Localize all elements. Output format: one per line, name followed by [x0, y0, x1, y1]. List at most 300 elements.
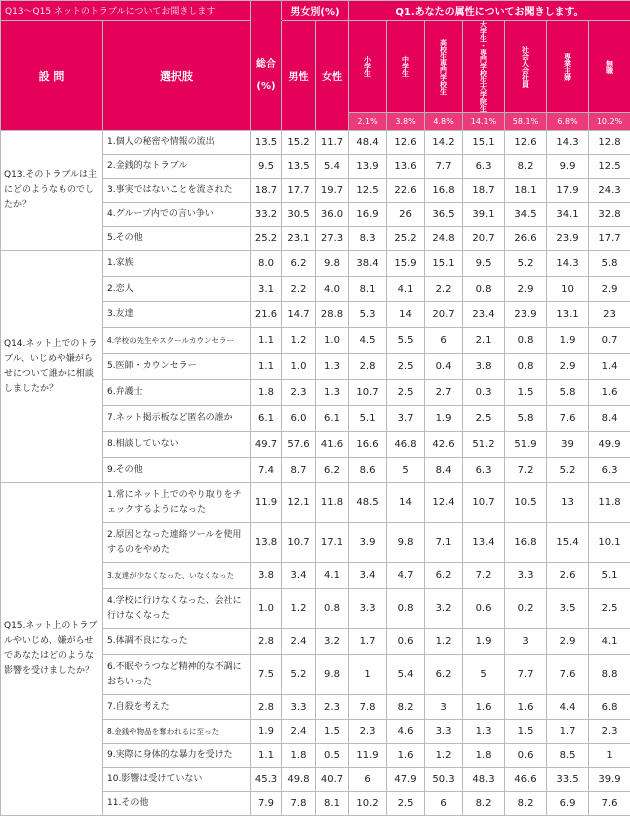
- value-cell: 4.4: [547, 695, 589, 720]
- option-label: 9.実際に身体的な暴力を受けた: [103, 744, 251, 768]
- gender-header: 男女別(%): [282, 1, 349, 21]
- value-cell: 7.7: [425, 155, 463, 179]
- value-cell: 45.3: [251, 768, 282, 792]
- value-cell: 7.6: [547, 406, 589, 432]
- table-body: [1, 131, 630, 816]
- total-label: 総合: [251, 54, 281, 76]
- option-label: 2.恋人: [103, 277, 251, 302]
- value-cell: 6.0: [282, 406, 316, 432]
- option-label: 4.グループ内での言い争い: [103, 203, 251, 227]
- value-cell: 38.4: [349, 251, 387, 277]
- attr-col-5: [505, 21, 547, 113]
- header-blank: [251, 1, 282, 21]
- value-cell: 8.5: [547, 744, 589, 768]
- value-cell: 10: [547, 277, 589, 302]
- value-cell: 3.3: [425, 720, 463, 744]
- value-cell: 25.2: [251, 227, 282, 251]
- value-cell: 7.8: [282, 792, 316, 816]
- attr-col-7: [589, 21, 630, 113]
- value-cell: 2.5: [387, 380, 425, 406]
- value-cell: 1.9: [425, 406, 463, 432]
- value-cell: 1.6: [589, 380, 630, 406]
- value-cell: 2.7: [425, 380, 463, 406]
- question-label: Q14.ネット上でのトラブル、いじめや嫌がらせについて誰かに相談しましたか？: [1, 251, 103, 483]
- option-label: 6.不眠やうつなど精神的な不調におちいった: [103, 655, 251, 695]
- value-cell: 41.6: [316, 432, 349, 458]
- value-cell: 8.2: [387, 695, 425, 720]
- value-cell: 14: [387, 302, 425, 328]
- value-cell: 5.8: [547, 380, 589, 406]
- attr-pct: 14.1%: [463, 113, 505, 131]
- value-cell: 9.5: [251, 155, 282, 179]
- value-cell: 28.8: [316, 302, 349, 328]
- value-cell: 2.4: [282, 629, 316, 655]
- table-row: [1, 131, 630, 155]
- value-cell: 5.3: [349, 302, 387, 328]
- value-cell: 2.8: [349, 354, 387, 380]
- value-cell: 18.7: [463, 179, 505, 203]
- value-cell: 9.5: [463, 251, 505, 277]
- value-cell: 1.6: [463, 695, 505, 720]
- option-label: 8.相談していない: [103, 432, 251, 458]
- value-cell: 7.5: [251, 655, 282, 695]
- option-label: 7.ネット掲示板など匿名の誰か: [103, 406, 251, 432]
- value-cell: 0.8: [387, 589, 425, 629]
- value-cell: 8.4: [425, 458, 463, 483]
- value-cell: 19.7: [316, 179, 349, 203]
- value-cell: 13.8: [251, 523, 282, 563]
- value-cell: 15.1: [425, 251, 463, 277]
- value-cell: 2.4: [282, 720, 316, 744]
- value-cell: 12.1: [282, 483, 316, 523]
- value-cell: 8.8: [589, 655, 630, 695]
- option-label: 7.自殺を考えた: [103, 695, 251, 720]
- setsumon-header: 設 問: [1, 21, 103, 131]
- value-cell: 2.1: [463, 328, 505, 354]
- value-cell: 3: [505, 629, 547, 655]
- table-row: [1, 251, 630, 277]
- value-cell: 13.6: [387, 155, 425, 179]
- value-cell: 51.2: [463, 432, 505, 458]
- value-cell: 24.3: [589, 179, 630, 203]
- value-cell: 6: [349, 768, 387, 792]
- value-cell: 2.9: [589, 277, 630, 302]
- value-cell: 5: [463, 655, 505, 695]
- value-cell: 15.2: [282, 131, 316, 155]
- value-cell: 39.9: [589, 768, 630, 792]
- option-label: 4.学校の先生やスクールカウンセラー: [103, 328, 251, 354]
- value-cell: 15.1: [463, 131, 505, 155]
- value-cell: 8.2: [505, 155, 547, 179]
- value-cell: 4.1: [387, 277, 425, 302]
- value-cell: 2.2: [425, 277, 463, 302]
- value-cell: 17.7: [282, 179, 316, 203]
- value-cell: 1.4: [589, 354, 630, 380]
- value-cell: 6.1: [316, 406, 349, 432]
- value-cell: 0.6: [505, 744, 547, 768]
- value-cell: 3.3: [282, 695, 316, 720]
- attr-pct: 4.8%: [425, 113, 463, 131]
- value-cell: 9.9: [547, 155, 589, 179]
- attr-col-2: [387, 21, 425, 113]
- value-cell: 0.6: [387, 629, 425, 655]
- value-cell: 8.2: [463, 792, 505, 816]
- value-cell: 1.2: [425, 744, 463, 768]
- value-cell: 5.5: [387, 328, 425, 354]
- value-cell: 12.6: [505, 131, 547, 155]
- value-cell: 2.8: [251, 629, 282, 655]
- value-cell: 13.5: [251, 131, 282, 155]
- value-cell: 51.9: [505, 432, 547, 458]
- value-cell: 0.2: [505, 589, 547, 629]
- value-cell: 7.9: [251, 792, 282, 816]
- value-cell: 11.8: [316, 483, 349, 523]
- value-cell: 8.3: [349, 227, 387, 251]
- value-cell: 3.4: [349, 563, 387, 589]
- option-label: 8.金銭や物品を奪われるに至った: [103, 720, 251, 744]
- value-cell: 10.7: [463, 483, 505, 523]
- attribute-header: Q1.あなたの属性についてお聞きします。: [349, 1, 630, 21]
- value-cell: 40.7: [316, 768, 349, 792]
- value-cell: 2.9: [547, 629, 589, 655]
- value-cell: 4.1: [316, 563, 349, 589]
- question-label: Q13.そのトラブルは主にどのようなものでしたか？: [1, 131, 103, 251]
- value-cell: 16.8: [425, 179, 463, 203]
- value-cell: 3.2: [425, 589, 463, 629]
- value-cell: 0.8: [463, 277, 505, 302]
- option-label: 9.その他: [103, 458, 251, 483]
- value-cell: 57.6: [282, 432, 316, 458]
- value-cell: 39.1: [463, 203, 505, 227]
- value-cell: 17.1: [316, 523, 349, 563]
- value-cell: 8.4: [589, 406, 630, 432]
- value-cell: 3.9: [349, 523, 387, 563]
- value-cell: 17.7: [589, 227, 630, 251]
- value-cell: 1.2: [282, 328, 316, 354]
- attr-col-4: [463, 21, 505, 113]
- value-cell: 6.2: [282, 251, 316, 277]
- value-cell: 16.6: [349, 432, 387, 458]
- value-cell: 15.9: [387, 251, 425, 277]
- option-label: 5.医師・カウンセラー: [103, 354, 251, 380]
- value-cell: 26: [387, 203, 425, 227]
- value-cell: 34.1: [547, 203, 589, 227]
- value-cell: 13.5: [282, 155, 316, 179]
- value-cell: 25.2: [387, 227, 425, 251]
- total-header: [251, 21, 282, 131]
- value-cell: 4.0: [316, 277, 349, 302]
- value-cell: 10.7: [349, 380, 387, 406]
- option-label: 11.その他: [103, 792, 251, 816]
- value-cell: 11.7: [316, 131, 349, 155]
- question-label: Q15.ネット上のトラブルやいじめ、嫌がらせであなたはどのような影響を受けましたか？: [1, 483, 103, 816]
- value-cell: 2.9: [547, 354, 589, 380]
- value-cell: 11.9: [349, 744, 387, 768]
- option-label: 1.家族: [103, 251, 251, 277]
- sentakushi-header: 選択肢: [103, 21, 251, 131]
- value-cell: 5.2: [282, 655, 316, 695]
- value-cell: 1.8: [282, 744, 316, 768]
- attr-label: 専業主婦: [564, 53, 572, 81]
- value-cell: 14.7: [282, 302, 316, 328]
- value-cell: 34.5: [505, 203, 547, 227]
- value-cell: 0.5: [316, 744, 349, 768]
- value-cell: 12.6: [387, 131, 425, 155]
- value-cell: 3.4: [282, 563, 316, 589]
- value-cell: 1: [349, 655, 387, 695]
- value-cell: 16.9: [349, 203, 387, 227]
- attr-col-1: [349, 21, 387, 113]
- attr-label: 高校生専門学校生: [440, 39, 448, 95]
- value-cell: 2.5: [387, 354, 425, 380]
- attr-label: 社会人会社員: [522, 46, 530, 88]
- value-cell: 7.6: [547, 655, 589, 695]
- option-label: 10.影響は受けていない: [103, 768, 251, 792]
- value-cell: 36.5: [425, 203, 463, 227]
- option-label: 5.その他: [103, 227, 251, 251]
- value-cell: 14.3: [547, 131, 589, 155]
- value-cell: 7.4: [251, 458, 282, 483]
- option-label: 4.学校に行けなくなった、会社に行けなくなった: [103, 589, 251, 629]
- value-cell: 4.5: [349, 328, 387, 354]
- attr-pct: 10.2%: [589, 113, 630, 131]
- value-cell: 18.7: [251, 179, 282, 203]
- value-cell: 18.1: [505, 179, 547, 203]
- value-cell: 13: [547, 483, 589, 523]
- value-cell: 2.3: [316, 695, 349, 720]
- value-cell: 49.7: [251, 432, 282, 458]
- total-unit: (%): [251, 76, 281, 98]
- value-cell: 8.1: [316, 792, 349, 816]
- value-cell: 48.3: [463, 768, 505, 792]
- value-cell: 1.1: [251, 328, 282, 354]
- value-cell: 50.3: [425, 768, 463, 792]
- value-cell: 8.7: [282, 458, 316, 483]
- value-cell: 1.7: [349, 629, 387, 655]
- value-cell: 2.3: [349, 720, 387, 744]
- value-cell: 1.7: [547, 720, 589, 744]
- value-cell: 20.7: [425, 302, 463, 328]
- value-cell: 0.3: [463, 380, 505, 406]
- value-cell: 5: [387, 458, 425, 483]
- value-cell: 3.8: [463, 354, 505, 380]
- value-cell: 6.2: [316, 458, 349, 483]
- value-cell: 11.9: [251, 483, 282, 523]
- attr-col-6: [547, 21, 589, 113]
- value-cell: 24.8: [425, 227, 463, 251]
- value-cell: 0.4: [425, 354, 463, 380]
- value-cell: 7.8: [349, 695, 387, 720]
- value-cell: 6.3: [463, 155, 505, 179]
- value-cell: 39: [547, 432, 589, 458]
- value-cell: 1.1: [251, 354, 282, 380]
- value-cell: 2.5: [589, 589, 630, 629]
- value-cell: 12.8: [589, 131, 630, 155]
- value-cell: 3.5: [547, 589, 589, 629]
- attr-pct: 6.8%: [547, 113, 589, 131]
- value-cell: 1.8: [463, 744, 505, 768]
- value-cell: 26.6: [505, 227, 547, 251]
- value-cell: 5.1: [589, 563, 630, 589]
- value-cell: 9.8: [387, 523, 425, 563]
- attr-pct: 3.8%: [387, 113, 425, 131]
- value-cell: 3.3: [505, 563, 547, 589]
- value-cell: 2.3: [589, 720, 630, 744]
- value-cell: 8.2: [505, 792, 547, 816]
- value-cell: 0.8: [505, 354, 547, 380]
- value-cell: 7.2: [505, 458, 547, 483]
- value-cell: 2.5: [463, 406, 505, 432]
- value-cell: 1.5: [505, 380, 547, 406]
- option-label: 3.友達が少なくなった、いなくなった: [103, 563, 251, 589]
- value-cell: 4.7: [387, 563, 425, 589]
- value-cell: 27.3: [316, 227, 349, 251]
- value-cell: 1.0: [316, 328, 349, 354]
- value-cell: 15.4: [547, 523, 589, 563]
- female-header: 女性: [316, 21, 349, 131]
- value-cell: 13.1: [547, 302, 589, 328]
- value-cell: 14: [387, 483, 425, 523]
- value-cell: 36.0: [316, 203, 349, 227]
- value-cell: 1.9: [463, 629, 505, 655]
- value-cell: 21.6: [251, 302, 282, 328]
- value-cell: 6.2: [425, 563, 463, 589]
- value-cell: 2.6: [547, 563, 589, 589]
- value-cell: 4.1: [589, 629, 630, 655]
- option-label: 6.弁護士: [103, 380, 251, 406]
- value-cell: 1.1: [251, 744, 282, 768]
- value-cell: 23.4: [463, 302, 505, 328]
- value-cell: 47.9: [387, 768, 425, 792]
- value-cell: 12.5: [589, 155, 630, 179]
- attr-col-3: [425, 21, 463, 113]
- value-cell: 1.3: [316, 354, 349, 380]
- value-cell: 7.2: [463, 563, 505, 589]
- value-cell: 17.9: [547, 179, 589, 203]
- value-cell: 1.3: [316, 380, 349, 406]
- value-cell: 6.2: [425, 655, 463, 695]
- value-cell: 8.6: [349, 458, 387, 483]
- value-cell: 1.9: [251, 720, 282, 744]
- attr-pct: 58.1%: [505, 113, 547, 131]
- option-label: 2.原因となった連絡ツールを使用するのをやめた: [103, 523, 251, 563]
- value-cell: 14.3: [547, 251, 589, 277]
- value-cell: 23.1: [282, 227, 316, 251]
- value-cell: 8.0: [251, 251, 282, 277]
- value-cell: 48.4: [349, 131, 387, 155]
- value-cell: 22.6: [387, 179, 425, 203]
- value-cell: 6.1: [251, 406, 282, 432]
- value-cell: 10.7: [282, 523, 316, 563]
- value-cell: 1.2: [425, 629, 463, 655]
- value-cell: 3.3: [349, 589, 387, 629]
- value-cell: 3.2: [316, 629, 349, 655]
- value-cell: 32.8: [589, 203, 630, 227]
- male-header: 男性: [282, 21, 316, 131]
- value-cell: 7.1: [425, 523, 463, 563]
- value-cell: 2.5: [387, 792, 425, 816]
- value-cell: 2.2: [282, 277, 316, 302]
- attr-label: 中学生: [402, 56, 410, 77]
- value-cell: 3.7: [387, 406, 425, 432]
- value-cell: 20.7: [463, 227, 505, 251]
- value-cell: 1: [589, 744, 630, 768]
- value-cell: 46.6: [505, 768, 547, 792]
- value-cell: 23: [589, 302, 630, 328]
- value-cell: 12.5: [349, 179, 387, 203]
- value-cell: 10.5: [505, 483, 547, 523]
- option-label: 3.事実ではないことを流された: [103, 179, 251, 203]
- option-label: 3.友達: [103, 302, 251, 328]
- value-cell: 10.2: [349, 792, 387, 816]
- table-row: [1, 483, 630, 523]
- value-cell: 12.4: [425, 483, 463, 523]
- value-cell: 1.8: [251, 380, 282, 406]
- value-cell: 6.3: [463, 458, 505, 483]
- attr-label: 無職: [606, 60, 614, 74]
- value-cell: 0.6: [463, 589, 505, 629]
- option-label: 2.金銭的なトラブル: [103, 155, 251, 179]
- value-cell: 0.7: [589, 328, 630, 354]
- value-cell: 16.8: [505, 523, 547, 563]
- option-label: 5.体調不良になった: [103, 629, 251, 655]
- value-cell: 13.4: [463, 523, 505, 563]
- value-cell: 1.0: [251, 589, 282, 629]
- value-cell: 5.2: [505, 251, 547, 277]
- value-cell: 7.6: [589, 792, 630, 816]
- value-cell: 1.3: [463, 720, 505, 744]
- value-cell: 14.2: [425, 131, 463, 155]
- option-label: 1.常にネット上でのやり取りをチェックするようになった: [103, 483, 251, 523]
- value-cell: 23.9: [547, 227, 589, 251]
- value-cell: 9.8: [316, 655, 349, 695]
- value-cell: 5.2: [547, 458, 589, 483]
- value-cell: 1.0: [282, 354, 316, 380]
- value-cell: 13.9: [349, 155, 387, 179]
- value-cell: 3.8: [251, 563, 282, 589]
- value-cell: 1.2: [282, 589, 316, 629]
- value-cell: 6: [425, 328, 463, 354]
- value-cell: 4.6: [387, 720, 425, 744]
- value-cell: 23.9: [505, 302, 547, 328]
- value-cell: 0.8: [316, 589, 349, 629]
- value-cell: 49.8: [282, 768, 316, 792]
- option-label: 1.個人の秘密や情報の流出: [103, 131, 251, 155]
- attr-label: 大学生・専門学校生大学院生: [480, 21, 488, 112]
- value-cell: 33.5: [547, 768, 589, 792]
- value-cell: 2.3: [282, 380, 316, 406]
- faded-title: Q13〜Q15 ネットのトラブルについてお聞きします: [1, 1, 251, 21]
- value-cell: 6.3: [589, 458, 630, 483]
- value-cell: 5.4: [387, 655, 425, 695]
- value-cell: 5.4: [316, 155, 349, 179]
- value-cell: 5.1: [349, 406, 387, 432]
- value-cell: 1.5: [505, 720, 547, 744]
- value-cell: 33.2: [251, 203, 282, 227]
- attr-pct: 2.1%: [349, 113, 387, 131]
- value-cell: 9.8: [316, 251, 349, 277]
- value-cell: 2.8: [251, 695, 282, 720]
- value-cell: 49.9: [589, 432, 630, 458]
- value-cell: 0.8: [505, 328, 547, 354]
- value-cell: 3.1: [251, 277, 282, 302]
- value-cell: 46.8: [387, 432, 425, 458]
- value-cell: 6: [425, 792, 463, 816]
- value-cell: 1.9: [547, 328, 589, 354]
- attr-label: 小学生: [364, 56, 372, 77]
- value-cell: 7.7: [505, 655, 547, 695]
- value-cell: 6.8: [589, 695, 630, 720]
